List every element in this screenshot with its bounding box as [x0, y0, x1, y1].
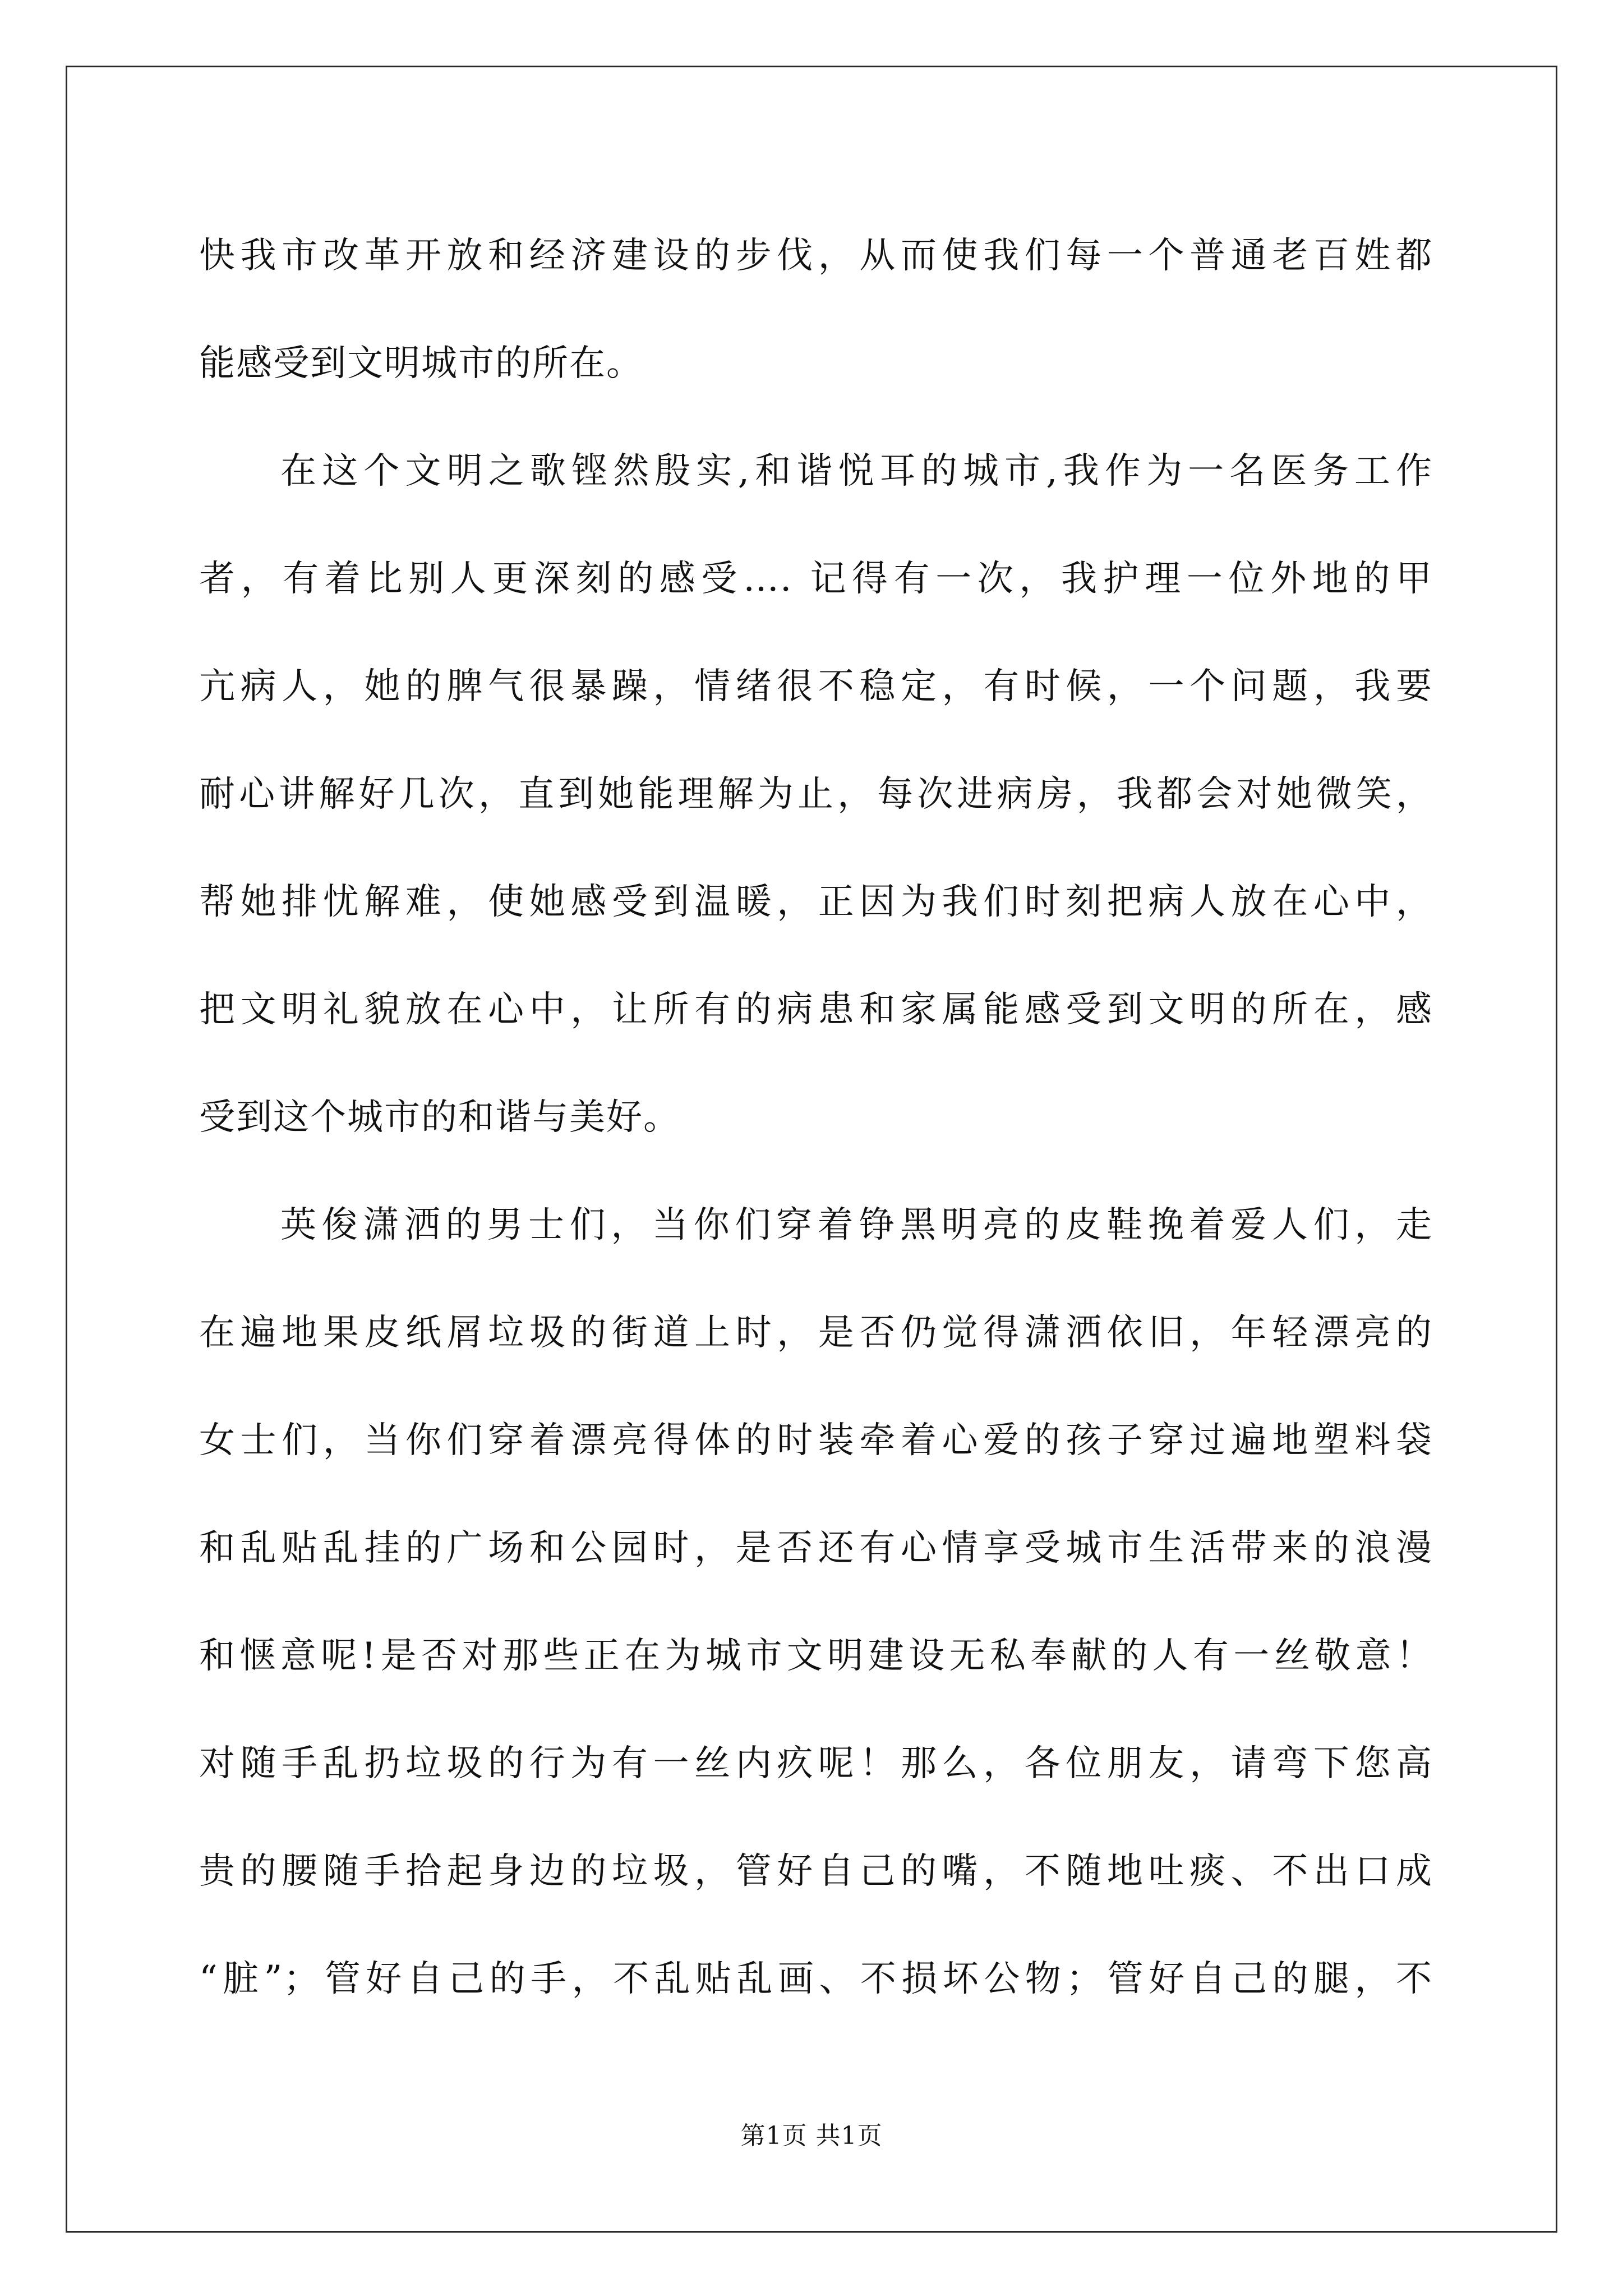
text-line: 耐心讲解好几次，直到她能理解为止，每次进病房，我都会对她微笑，	[199, 774, 1433, 815]
text-line: 对随手乱扔垃圾的行为有一丝内疚呢！那么，各位朋友，请弯下您高	[199, 1743, 1433, 1784]
text-line: 英俊潇洒的男士们，当你们穿着铮黑明亮的皮鞋挽着爱人们，走	[280, 1204, 1433, 1246]
text-line: 和乱贴乱挂的广场和公园时，是否还有心情享受城市生活带来的浪漫	[199, 1527, 1433, 1569]
text-line: 帮她排忧解难，使她感受到温暖，正因为我们时刻把病人放在心中，	[199, 881, 1433, 923]
text-line: 把文明礼貌放在心中，让所有的病患和家属能感受到文明的所在，感	[199, 989, 1433, 1030]
document-body	[199, 202, 1433, 2033]
text-line: 在遍地果皮纸屑垃圾的街道上时，是否仍觉得潇洒依旧，年轻漂亮的	[199, 1312, 1433, 1354]
text-line: 能感受到文明城市的所在。	[199, 343, 643, 384]
text-line: “脏”；管好自己的手，不乱贴乱画、不损坏公物；管好自己的腿，不	[199, 1958, 1433, 2000]
text-line: 在这个文明之歌铿然殷实,和谐悦耳的城市,我作为一名医务工作	[280, 450, 1433, 492]
text-line: 快我市改革开放和经济建设的步伐，从而使我们每一个普通老百姓都	[199, 235, 1433, 277]
text-line: 亢病人，她的脾气很暴躁，情绪很不稳定，有时候，一个问题，我要	[199, 666, 1433, 707]
text-line: 者，有着比别人更深刻的感受…. 记得有一次，我护理一位外地的甲	[199, 558, 1433, 600]
text-line: 女士们，当你们穿着漂亮得体的时装牵着心爱的孩子穿过遍地塑料袋	[199, 1420, 1433, 1461]
text-line: 贵的腰随手拾起身边的垃圾，管好自己的嘴，不随地吐痰、不出口成	[199, 1851, 1433, 1892]
text-line: 和惬意呢!是否对那些正在为城市文明建设无私奉献的人有一丝敬意！	[199, 1635, 1433, 1677]
text-line: 受到这个城市的和谐与美好。	[199, 1097, 680, 1138]
page-footer: 第1页 共1页	[740, 2122, 883, 2150]
